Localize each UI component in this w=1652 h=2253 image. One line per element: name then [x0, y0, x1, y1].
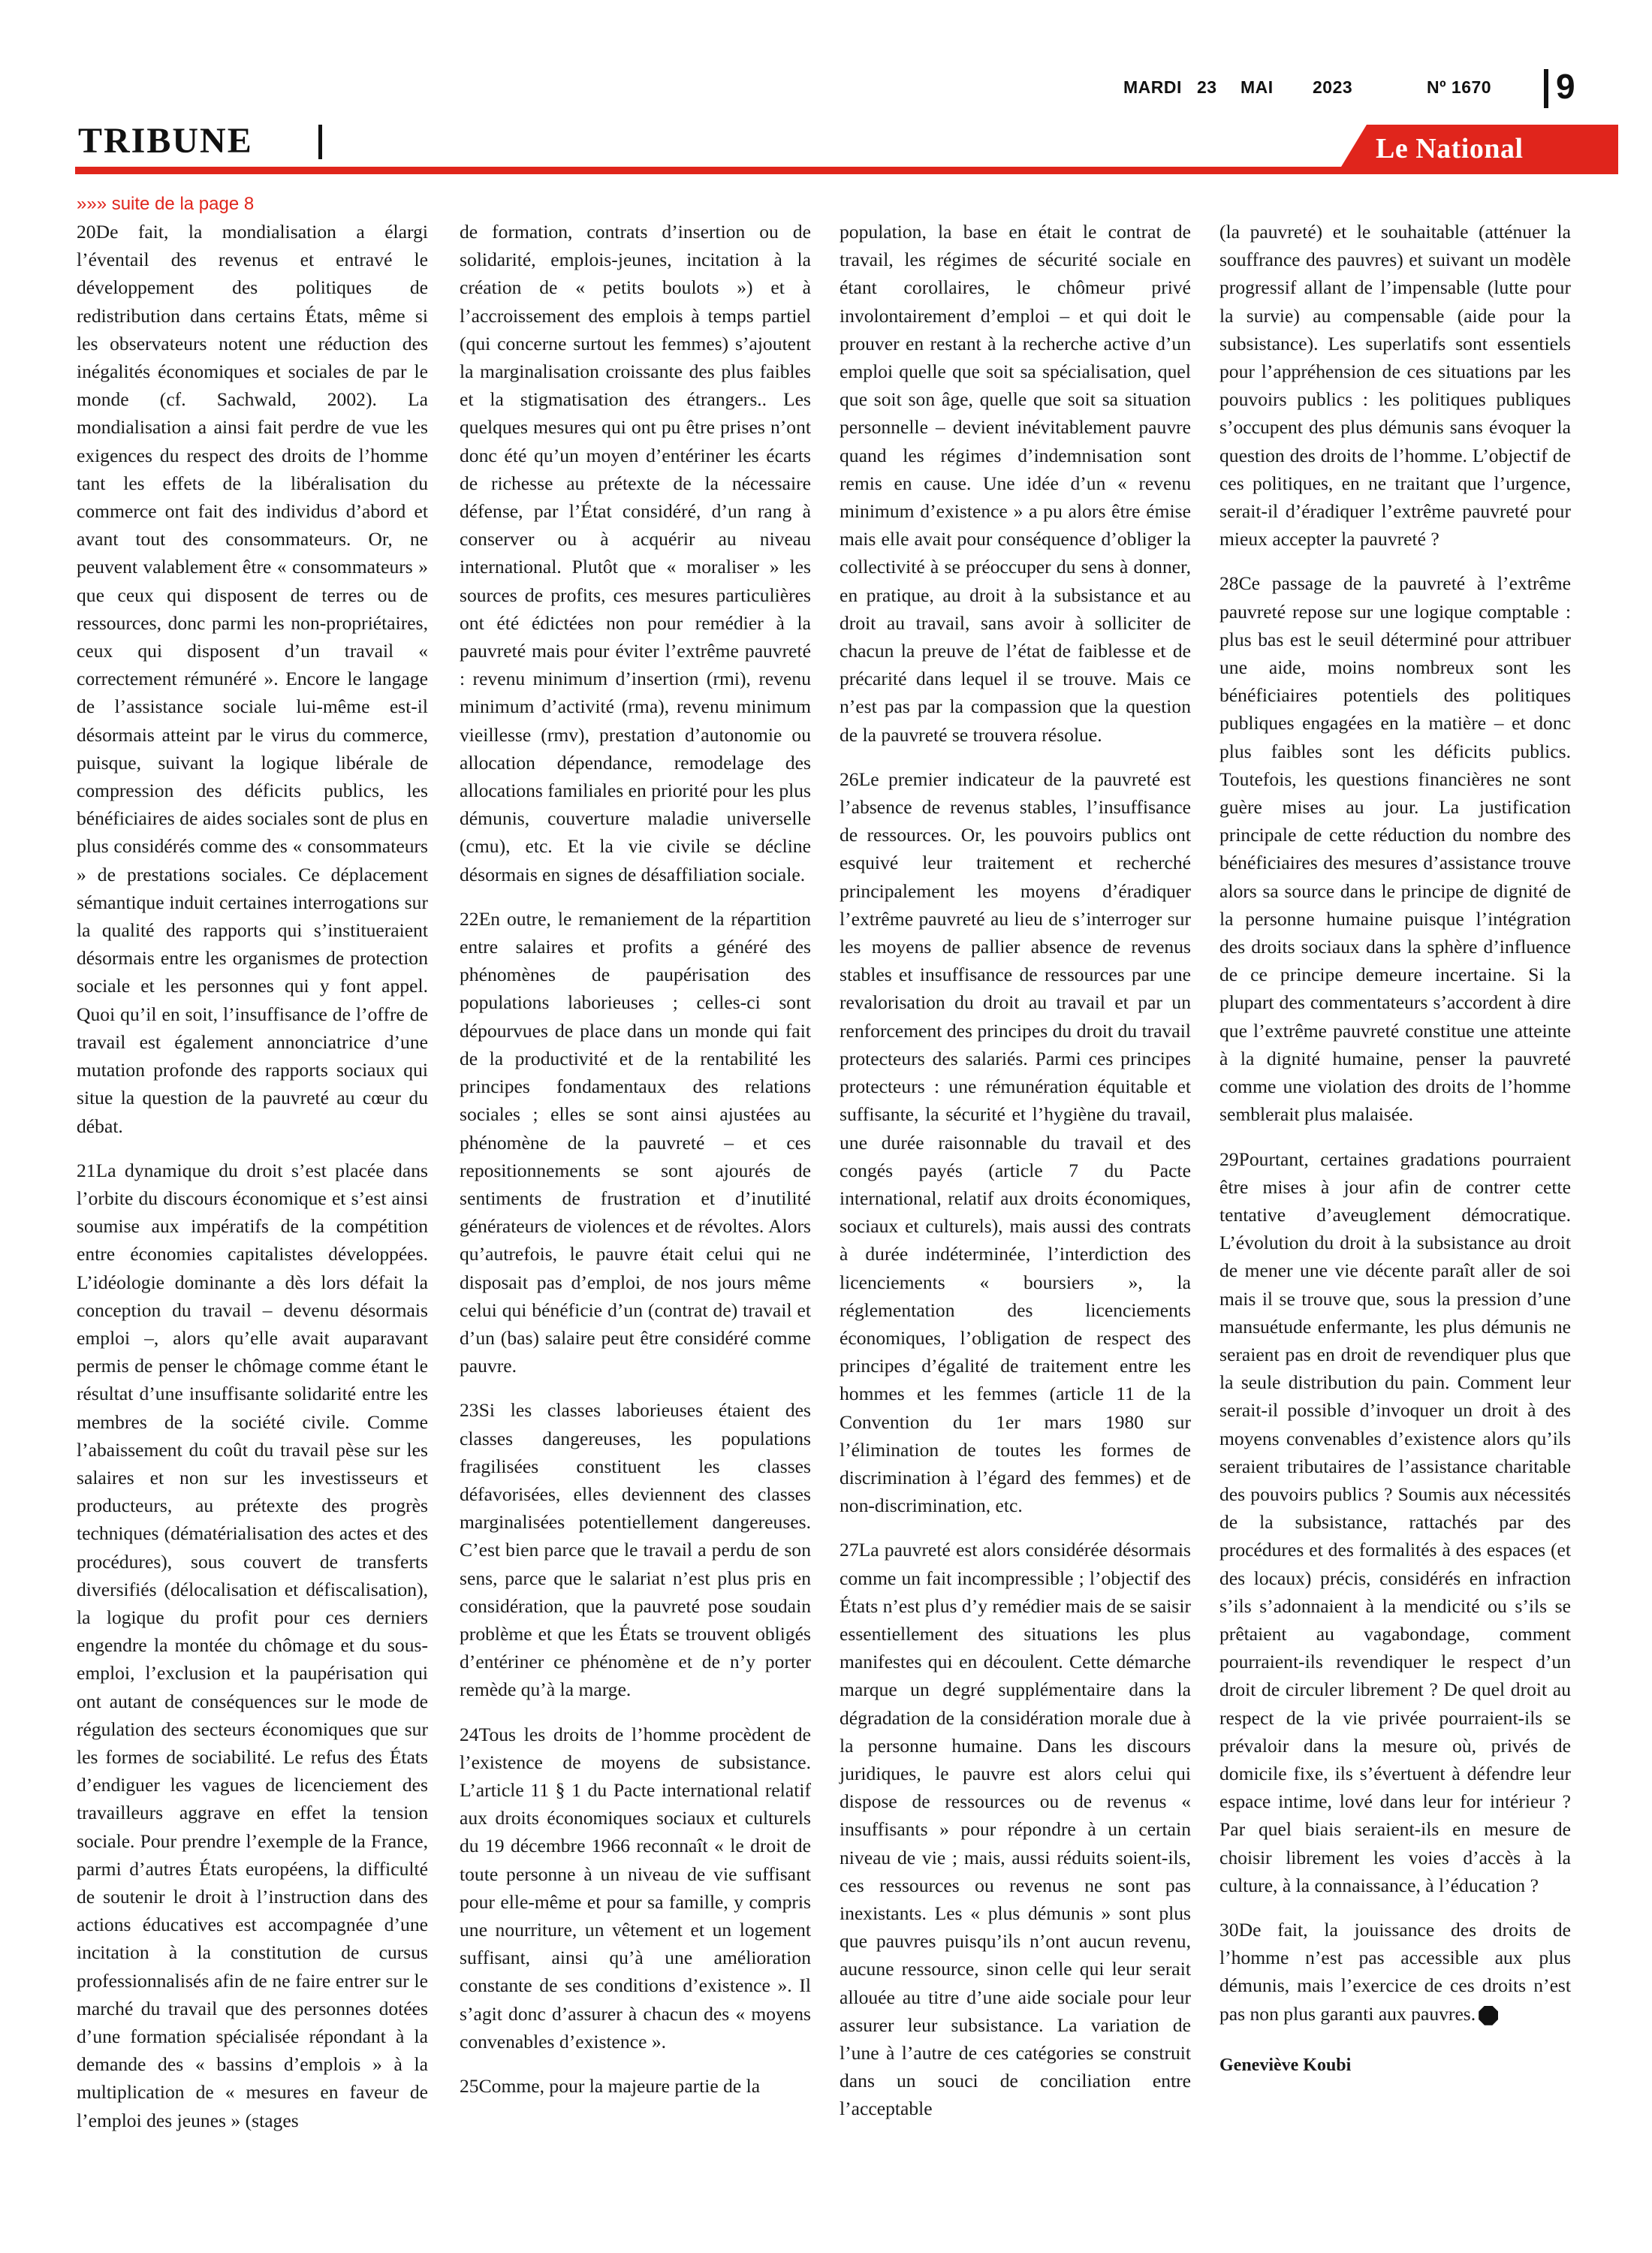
- article-paragraph: 20De fait, la mondialisation a élargi l’éventail des revenus et entravé le développement des politiques de redistribution dans certains États, même si les observateurs notent une réduction des inégalités économiques et sociales de par le monde (cf. Sachwald, 2002). La mondialisation a ainsi fait perdre de vue les exigences du respect des droits de l’homme tant les effets de la libéralisation du commerce ont fait des individus d’abord et avant tout des consommateurs. Or, ne peuvent valablement être « consommateurs » que ceux qui disposent de terres ou de ressources, donc parmi les non-propriétaires, ceux qui disposent d’un travail « correctement rémunéré ». Encore le langage de l’assistance sociale lui-même est-il désormais atteint par le virus du commerce, puisque, suivant la logique libérale de compression des déficits publics, les bénéficiaires de aides sociales sont de plus en plus considérés comme des « consommateurs » de prestations sociales. Ce déplacement sémantique induit certaines interrogations sur la qualité des rapports qui s’institueraient désormais entre les organismes de protection sociale et les personnes qui y font appel. Quoi qu’il en soit, l’insuffisance de l’offre de travail est également annonciatrice d’une mutation profonde des rapports sociaux qui situe la question de la pauvreté au cœur du débat.: [77, 221, 428, 1137]
- continued-from: »»» suite de la page 8: [77, 194, 255, 214]
- issue-number: Nº 1670: [1427, 77, 1492, 97]
- article-paragraph: 28Ce passage de la pauvreté à l’extrême pauvreté repose sur une logique comptable : plus bas est le seuil déterminé pour attribuer une aide, moins nombreux sont les bénéficiaires potentiels des politiques publiques engagées en la matière – et donc plus faibles sont les déficits publics. Toutefois, les questions financières ne sont guère mises au jour. La justification principale de cette réduction du nombre des bénéficiaires des mesures d’assistance trouve alors sa source dans le principe de dignité de la personne humaine puisque l’intégration des droits sociaux dans la sphère d’influence de ce principe demeure incertaine. Si la plupart des commentateurs s’accordent à dire que l’extrême pauvreté constitue une atteinte à la dignité humaine, penser la pauvreté comme une violation des droits de l’homme semblerait plus malaisée.: [1219, 572, 1571, 1126]
- article-column-1: [77, 218, 428, 2151]
- page-number: 9: [1556, 67, 1575, 106]
- article-paragraph: 22En outre, le remaniement de la répartition entre salaires et profits a généré des phénomènes de paupérisation des populations laborieuses ; celles-ci sont dépourvues de place dans un monde qui fait de la productivité et de la rentabilité les principes fondamentaux des relations sociales ; elles se sont ainsi ajustées au phénomène de la pauvreté – et ces repositionnements se sont ajourés de sentiments de frustration et d’inutilité générateurs de violences et de révoltes. Alors qu’autrefois, le pauvre était celui qui ne disposait pas d’emploi, de nos jours même celui qui bénéficie d’un (contrat de) travail et d’un (bas) salaire peut être considéré comme pauvre.: [460, 907, 811, 1377]
- section-title: TRIBUNE: [78, 121, 253, 161]
- issue-month: MAI: [1241, 77, 1274, 97]
- issue-day: MARDI: [1123, 77, 1182, 97]
- article-paragraph: 23Si les classes laborieuses étaient des classes dangereuses, les populations fragilisées constituent les classes défavorisées, elles deviennent des classes marginalisées potentiellement dangereuses. C’est bien parce que le travail a perdu de son sens, parce que le salariat n’est plus pris en considération, que la pauvreté pose soudain problème et que les États se trouvent obligés d’entériner ce phénomène et de n’y porter remède qu’à la marge.: [460, 1399, 811, 1701]
- article-paragraph: population, la base en était le contrat de travail, les régimes de sécurité sociale en étant corollaires, le chômeur privé involontairement d’emploi – et qui doit le prouver en restant à la recherche active d’un emploi quelle que soit sa spécialisation, quel que soit son âge, quelle que soit sa situation personnelle – devient inévitablement pauvre quand les régimes d’indemnisation sont remis en cause. Une idée d’un « revenu minimum d’existence » a pu alors être émise mais elle avait pour conséquence d’obliger la collectivité à se préoccuper du sens à donner, en pratique, au droit à la subsistance et au droit au travail, sans avoir à solliciter de chacun la preuve de l’état de faiblesse et de précarité dans lequel il se trouve. Mais ce n’est pas par la compassion que la question de la pauvreté se trouvera résolue.: [840, 221, 1191, 746]
- page-number-divider: [1544, 69, 1548, 108]
- issue-year: 2023: [1313, 77, 1353, 97]
- newspaper-name: Le National: [1376, 133, 1524, 164]
- article-paragraph: (la pauvreté) et le souhaitable (atténuer la souffrance des pauvres) et suivant un modèle progressif allant de l’impensable (lutte pour la survie) au compensable (aide pour la subsistance). Les superlatifs sont essentiels pour l’appréhension de ces situations par les pouvoirs publics : les politiques publiques s’occupent des plus démunis sans évoquer la question des droits de l’homme. L’objectif de ces politiques, en ne traitant que l’urgence, serait-il d’éradiquer l’extrême pauvreté pour mieux accepter la pauvreté ?: [1219, 221, 1571, 550]
- end-of-article-icon: [1479, 2006, 1498, 2025]
- article-paragraph: 21La dynamique du droit s’est placée dans l’orbite du discours économique et s’est ainsi soumise aux impératifs de la compétition entre économies capitalistes développées. L’idéologie dominante a dès lors défait la conception du travail – devenu désormais emploi –, alors qu’elle avait auparavant permis de penser le chômage comme étant le résultat d’une insuffisante solidarité entre les membres de la société civile. Comme l’abaissement du coût du travail pèse sur les salaires et non sur les investisseurs et producteurs, au prétexte des progrès techniques (dématérialisation des actes et des procédures), sous couvert de transferts diversifiés (délocalisation et défiscalisation), la logique du profit pour ces derniers engendre la montée du chômage et du sous-emploi, l’exclusion et la paupérisation qui ont autant de conséquences sur le mode de régulation des secteurs économiques que sur les formes de sociabilité. Le refus des États d’endiguer les vagues de licenciement des travailleurs aggrave en effet la tension sociale. Pour prendre l’exemple de la France, parmi d’autres États européens, la difficulté de soutenir le droit à l’instruction dans des actions éducatives est accompagnée d’une incitation à la constitution de cursus professionnalisés afin de ne faire entrer sur le marché du travail que des personnes dotées d’une formation spécialisée répondant à la demande des « bassins d’emplois » à la multiplication de « mesures en faveur de l’emploi des jeunes » (stages: [77, 1159, 428, 2131]
- author-signature: Geneviève Koubi: [1219, 2055, 1352, 2075]
- article-column-2: [460, 218, 811, 2116]
- article-paragraph: 24Tous les droits de l’homme procèdent de l’existence de moyens de subsistance. L’article 11 § 1 du Pacte international relatif aux droits économiques sociaux et culturels du 19 décembre 1966 reconnaît « le droit de toute personne à un niveau de vie suffisant pour elle-même et pour sa famille, y compris une nourriture, un vêtement et un logement suffisant, ainsi qu’à une amélioration constante de ses conditions d’existence ». Il s’agit donc d’assurer à chacun des « moyens convenables d’existence ».: [460, 1723, 811, 2052]
- article-column-3: [840, 218, 1191, 2140]
- issue-date: 23: [1197, 77, 1217, 97]
- section-title-divider: [318, 125, 322, 159]
- article-paragraph: 27La pauvreté est alors considérée désormais comme un fait incompressible ; l’objectif des États n’est plus d’y remédier mais de se saisir essentiellement des situations les plus manifestes qui en découlent. Cette démarche marque un degré supplémentaire dans la dégradation de la considération morale due à la personne humaine. Dans les discours juridiques, le pauvre est alors celui qui dispose de ressources ou de revenus « insuffisants » pour répondre à un certain niveau de vie ; mais, aussi réduits soient-ils, ces ressources ou revenus ne sont pas inexistants. Les « plus démunis » sont plus que pauvres puisqu’ils n’ont aucun revenu, aucune ressource, sinon celle qui leur serait allouée au titre d’une aide sociale pour leur assurer leur subsistance. La variation de l’une à l’autre de ces catégories se construit dans un souci de conciliation entre l’acceptable: [840, 1539, 1191, 2120]
- article-paragraph: 29Pourtant, certaines gradations pourraient être mises à jour afin de contrer cette tentative d’aveuglement démocratique. L’évolution du droit à la subsistance au droit de mener une vie décente paraît aller de soi mais il se trouve que, sous la pression d’une mansuétude enfermante, les plus démunis ne seraient pas en droit de revendiquer plus que la seule distribution du pain. Comment leur serait-il possible d’invoquer un droit à des moyens convenables d’existence alors qu’ils seraient tributaires de l’assistance charitable des pouvoirs publics ? Soumis aux nécessités de la subsistance, rattachés par des procédures et des formalités à des espaces (et des locaux) précis, considérés en infraction s’ils s’adonnaient à la mendicité ou s’ils se prêtaient au vagabondage, comment pourraient-ils revendiquer le respect d’un droit de circuler librement ? De quel droit au respect de la vie privée pourraient-ils se prévaloir dans la mesure où, privés de domicile fixe, ils s’évertuent à défendre leur espace intime, lové dans leur for intérieur ? Par quel biais seraient-ils en mesure de choisir librement les voies d’accès à la culture, à la connaissance, à l’éducation ?: [1219, 1148, 1571, 1896]
- article-paragraph: 25Comme, pour la majeure partie de la: [460, 2075, 761, 2097]
- article-paragraph: 26Le premier indicateur de la pauvreté est l’absence de revenus stables, l’insuffisance de ressources. Or, les pouvoirs publics ont esquivé leur traitement et recherché principalement les moyens d’éradiquer l’extrême pauvreté au lieu de s’interroger sur les moyens de pallier absence de revenus stables et insuffisance de ressources par une revalorisation du droit au travail et par un renforcement des principes du droit du travail protecteurs des salariés. Parmi ces principes protecteurs : une rémunération équitable et suffisante, la sécurité et l’hygiène du travail, une durée raisonnable du travail et des congés payés (article 7 du Pacte international, relatif aux droits économiques, sociaux et culturels), mais aussi des contrats à durée indéterminée, l’interdiction des licenciements « boursiers », la réglementation des licenciements économiques, l’obligation de respect des principes d’égalité de traitement entre les hommes et les femmes (article 11 de la Convention du 1er mars 1980 sur l’élimination de toutes les formes de discrimination à l’égard des femmes) et de non-discrimination, etc.: [840, 768, 1191, 1517]
- article-column-4: [1219, 218, 1571, 2080]
- article-paragraph-text: 30De fait, la jouissance des droits de l’homme n’est pas accessible aux plus démunis, mais l’exercice de ces droits n’est pas non plus garanti aux pauvres.: [1219, 1918, 1571, 2025]
- article-final-paragraph: [1219, 1916, 1571, 2028]
- article-paragraph: de formation, contrats d’insertion ou de solidarité, emplois-jeunes, incitation à la création de « petits boulots ») et à l’accroissement des emplois à temps partiel (qui concerne surtout les femmes) s’ajoutent la marginalisation croissante des plus faibles et la stigmatisation des étrangers.. Les quelques mesures qui ont pu être prises n’ont donc été qu’un moyen d’entériner les écarts de richesse au prétexte de la nécessaire défense, par l’État considéré, d’un rang à conserver ou à acquérir au niveau international. Plutôt que « moraliser » les sources de profits, ces mesures particulières ont été édictées non pour remédier à la pauvreté mais pour éviter l’extrême pauvreté : revenu minimum d’insertion (rmi), revenu minimum d’activité (rma), revenu minimum vieillesse (rmv), prestation d’autonomie ou allocation dépendance, remodelage des allocations familiales en priorité pour les plus démunis, couverture maladie universelle (cmu), etc. Et la vie civile se décline désormais en signes de désaffiliation sociale.: [460, 221, 811, 885]
